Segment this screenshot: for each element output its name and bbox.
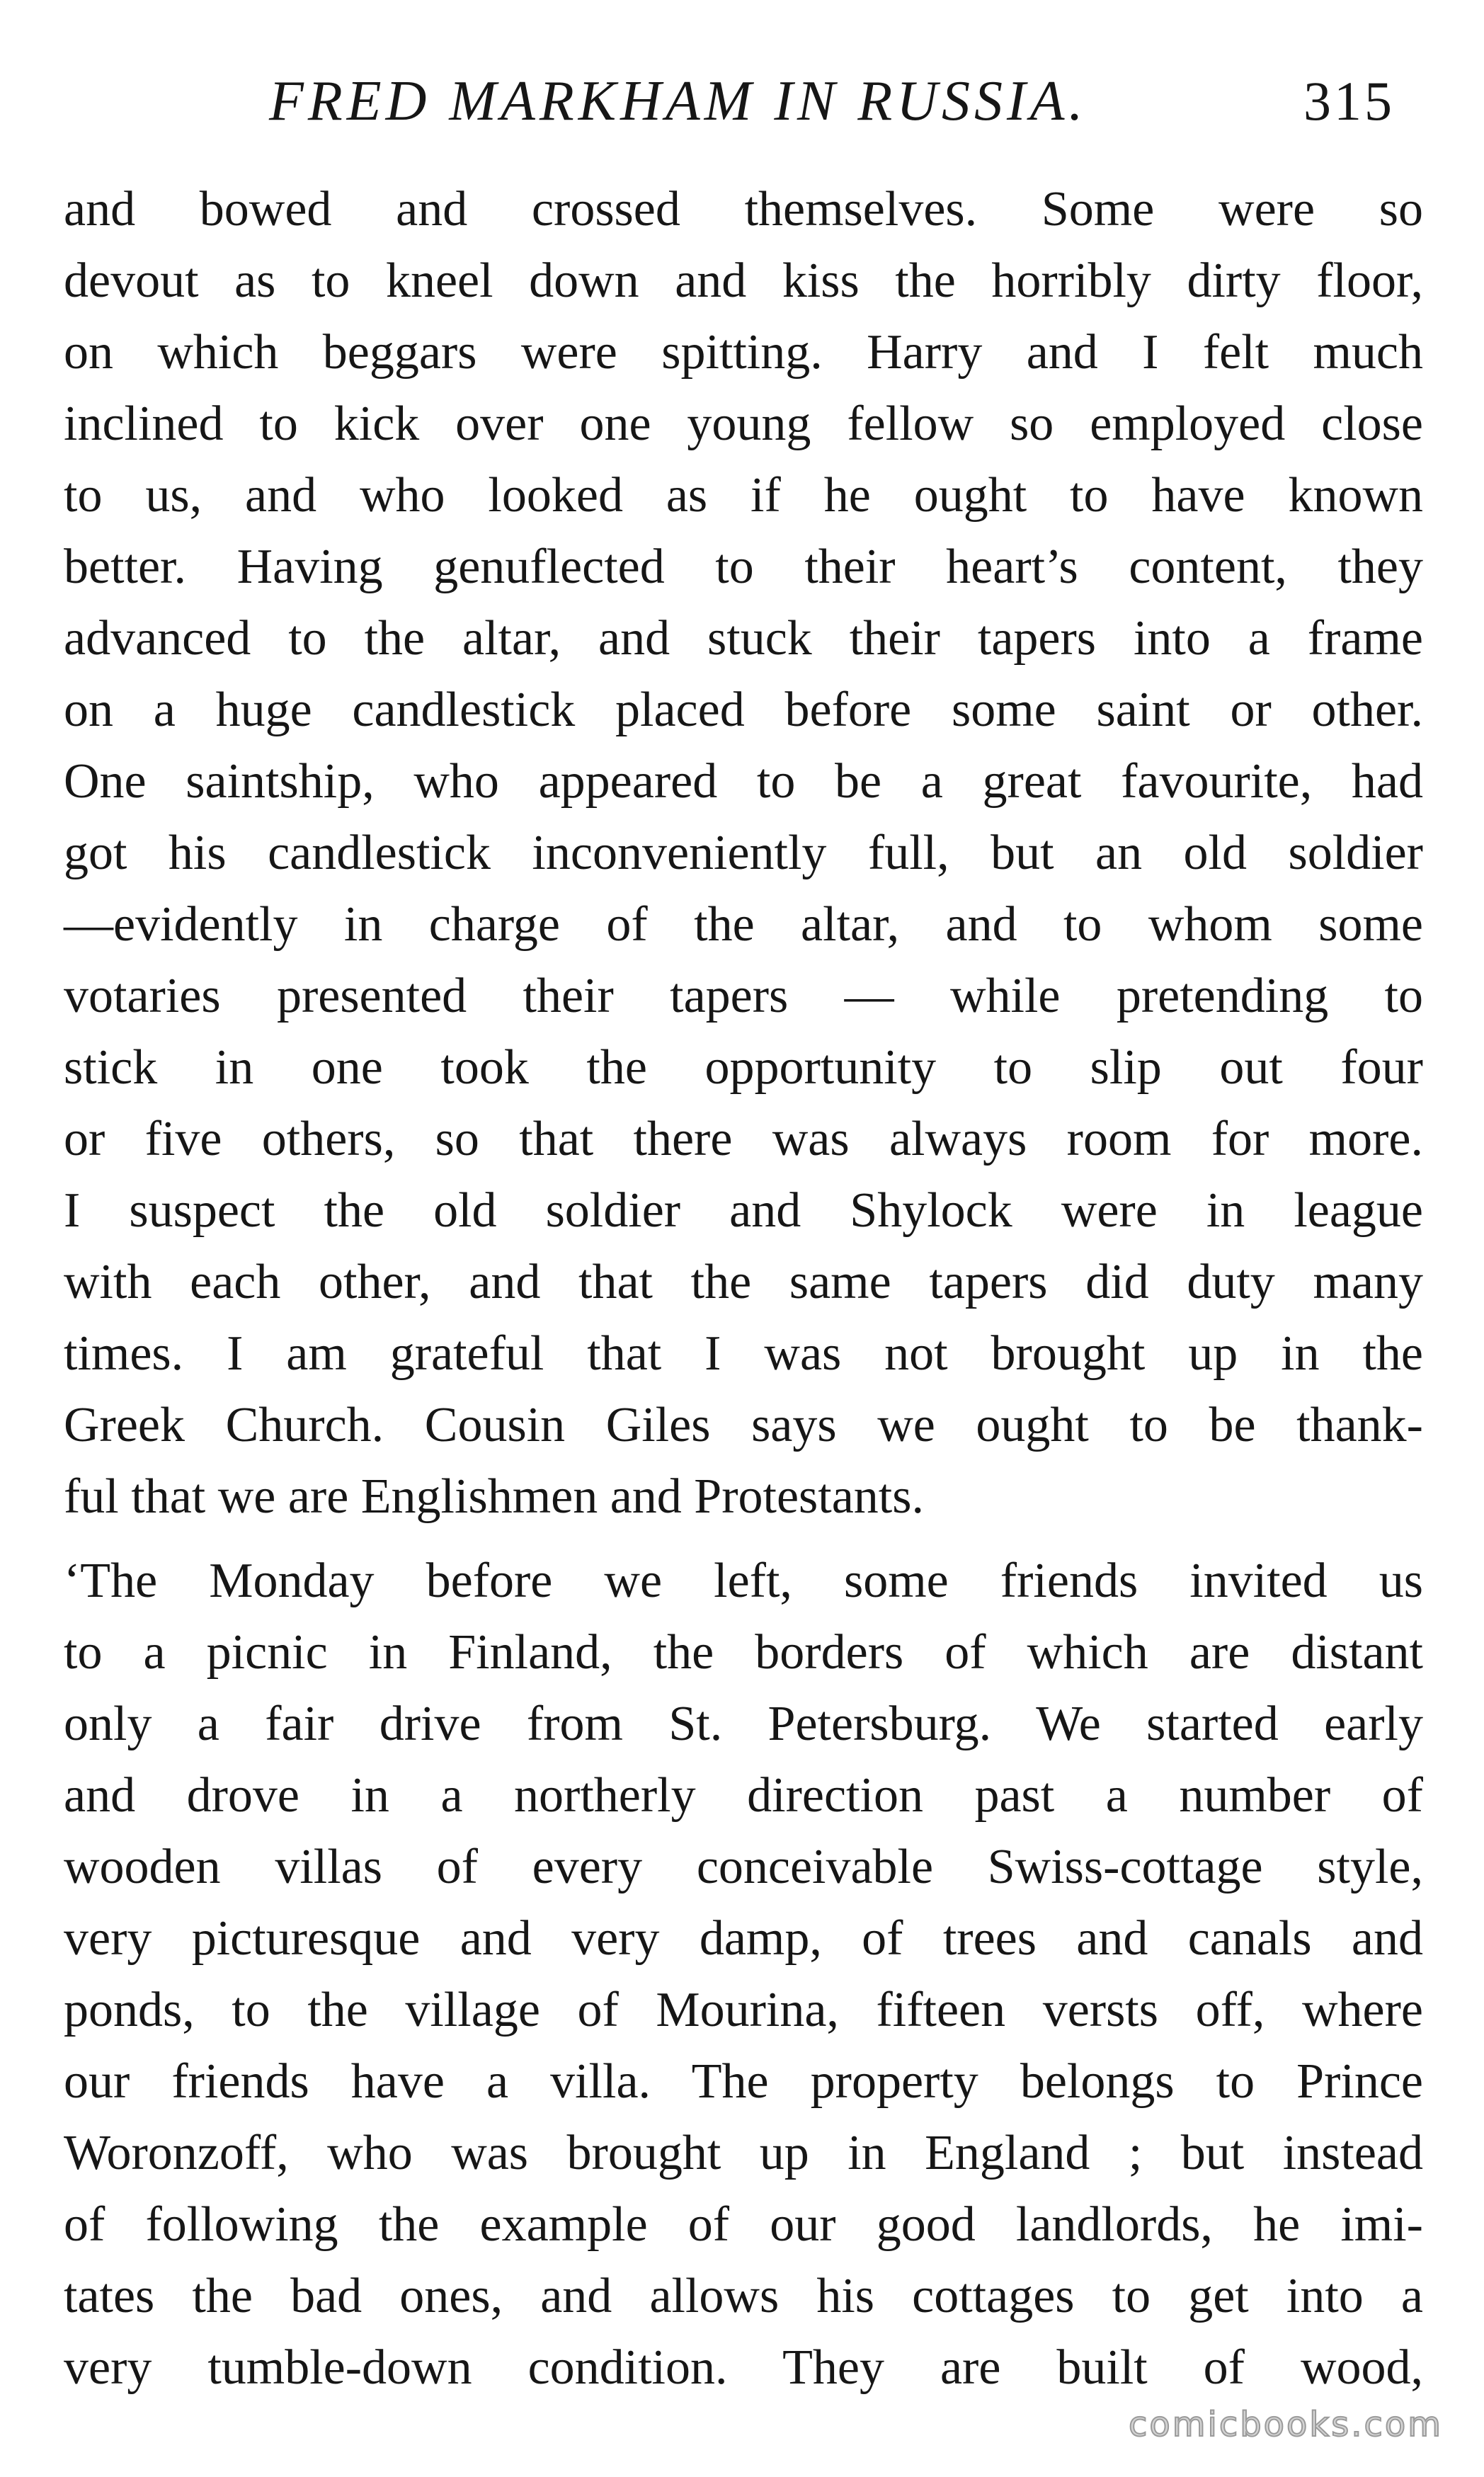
text-line: —evidently in charge of the altar, and to whom some xyxy=(64,897,1423,952)
text-line: or five others, so that there was always room for more. xyxy=(64,1112,1423,1166)
watermark: comicbooks.com xyxy=(1128,2405,1443,2444)
text-line: with each other, and that the same tapers did duty many xyxy=(64,1255,1423,1309)
text-line: Greek Church. Cousin Giles says we ought to be thank- xyxy=(64,1398,1423,1452)
text-line: on which beggars were spitting. Harry and I felt much xyxy=(64,325,1423,380)
paragraph-gap xyxy=(64,1532,1423,1545)
text-line: inclined to kick over one young fellow so employed close xyxy=(64,397,1423,451)
text-line: and bowed and crossed themselves. Some were so xyxy=(64,182,1423,237)
text-line: got his candlestick inconveniently full, but an old soldier xyxy=(64,826,1423,880)
text-line: better. Having genuflected to their heart’s content, they xyxy=(64,540,1423,594)
text-line: very tumble-down condition. They are built of wood, xyxy=(64,2340,1423,2395)
text-line: and drove in a northerly direction past a number of xyxy=(64,1768,1423,1823)
text-line: to us, and who looked as if he ought to have known xyxy=(64,468,1423,523)
text-line: ponds, to the village of Mourina, fifteen versts off, where xyxy=(64,1983,1423,2037)
text-line: times. I am grateful that I was not brought up in the xyxy=(64,1326,1423,1381)
running-head xyxy=(64,62,1423,140)
page-number: 315 xyxy=(1303,70,1395,132)
paragraph-2 xyxy=(64,1545,1423,2403)
text-line: to a picnic in Finland, the borders of which are distant xyxy=(64,1625,1423,1680)
text-line: Woronzoff, who was brought up in England ; but instead xyxy=(64,2126,1423,2180)
text-line: ‘The Monday before we left, some friends invited us xyxy=(64,1554,1423,1608)
text-line: wooden villas of every conceivable Swiss-cottage style, xyxy=(64,1840,1423,1894)
text-line: on a huge candlestick placed before some saint or other. xyxy=(64,683,1423,737)
text-line: of following the example of our good landlords, he imi- xyxy=(64,2197,1423,2252)
text-line: advanced to the altar, and stuck their tapers into a frame xyxy=(64,611,1423,666)
running-title: FRED MARKHAM IN RUSSIA. xyxy=(269,70,1088,132)
text-line: One saintship, who appeared to be a great favourite, had xyxy=(64,754,1423,809)
text-line: I suspect the old soldier and Shylock were in league xyxy=(64,1183,1423,1238)
paragraph-1 xyxy=(64,173,1423,1532)
text-line: only a fair drive from St. Petersburg. We started early xyxy=(64,1697,1423,1751)
text-line: devout as to kneel down and kiss the horribly dirty floor, xyxy=(64,254,1423,308)
text-line: stick in one took the opportunity to slip out four xyxy=(64,1040,1423,1095)
text-line: ful that we are Englishmen and Protestants. xyxy=(64,1469,924,1524)
text-line: our friends have a villa. The property belongs to Prince xyxy=(64,2054,1423,2109)
text-line: tates the bad ones, and allows his cottages to get into a xyxy=(64,2269,1423,2323)
text-line: votaries presented their tapers — while pretending to xyxy=(64,969,1423,1023)
body-text xyxy=(64,173,1423,2403)
text-line: very picturesque and very damp, of trees and canals and xyxy=(64,1911,1423,1966)
